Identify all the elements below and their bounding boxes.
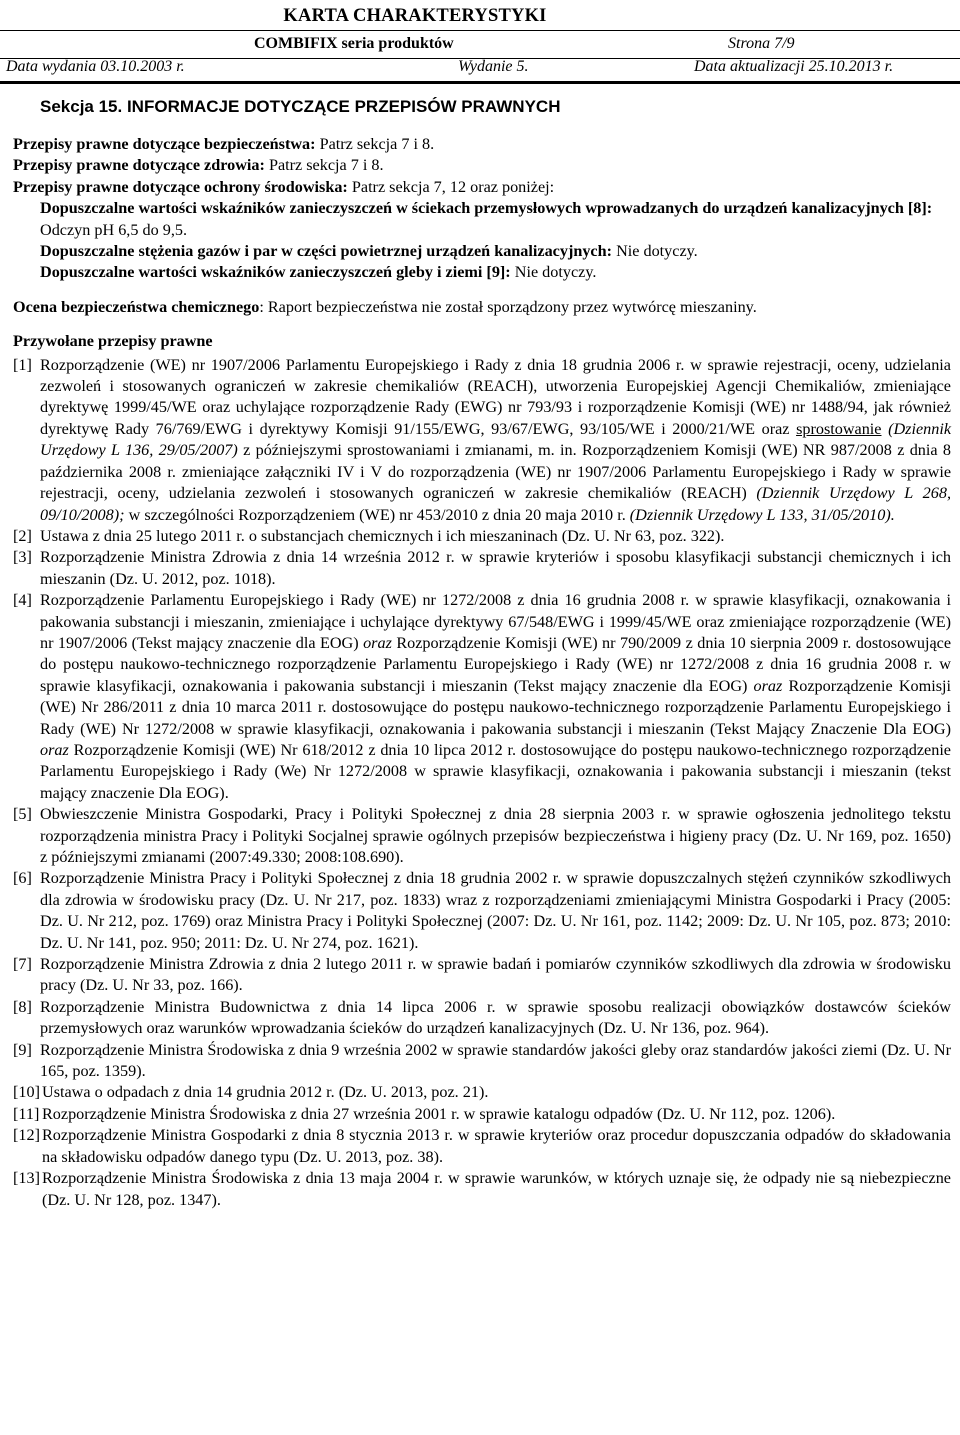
reference-text-part: z późniejszymi sprostowaniami i zmianami, m. in. Rozporządzeniem Komisji (WE) NR 987/2008 z dnia 8 października 2008 r. zmieniające załączniki IV i V do rozporządzenia (WE) nr 1907/2006 Parlamentu Europejskiego i Rady w sprawie rejestracji, oceny, udzielania zezwoleń i stosowanych ograniczeń w zakresie chemikaliów (REACH) xyxy=(40,441,951,503)
reference-number: [5] xyxy=(13,805,32,824)
update-date: Data aktualizacji 25.10.2013 r. xyxy=(694,58,894,75)
section-15-content xyxy=(13,96,951,1211)
environment-label: Przepisy prawne dotyczące ochrony środowiska: xyxy=(13,177,348,196)
section-title: Sekcja 15. INFORMACJE DOTYCZĄCE PRZEPISÓW PRAWNYCH xyxy=(40,97,561,116)
page-header xyxy=(0,0,960,86)
reference-item xyxy=(13,868,951,954)
corrigendum-link[interactable]: sprostowanie xyxy=(796,419,882,438)
reference-number: [9] xyxy=(13,1040,32,1059)
soil-limits xyxy=(13,262,951,283)
reference-text xyxy=(40,590,951,804)
reference-item xyxy=(13,526,951,547)
reference-item xyxy=(13,547,951,590)
reference-item xyxy=(13,590,951,804)
reference-text: Obwieszczenie Ministra Gospodarki, Pracy i Polityki Społecznej z dnia 28 sierpnia 2003 r. w sprawie ogłoszenia jednolitego tekstu rozporządzenia ministra Pracy i Polityki Socjalnej sprawie ogólnych przepisów bezpieczeństwa i higieny pracy (Dz. U. Nr 169, poz. 1650) z późniejszymi zmianami (2007:49.330; 2008:108.690). xyxy=(40,805,951,866)
reference-text-part: Rozporządzenie Komisji (WE) nr 790/2009 z dnia 10 sierpnia 2009 r. dostosowujące do postępu naukowo-technicznego rozporządzenie Parlamentu Europejskiego i Rady (WE) nr 1272/2008 z dnia 16 grudnia 2008 r. w sprawie klasyfikacji, oznakowania i pakowania substancji i mieszanin (Tekst mający znaczenie dla EOG) xyxy=(40,633,951,695)
reference-text-part: w szczególności Rozporządzeniem (WE) nr 453/2010 z dnia 20 maja 2010 r. xyxy=(124,505,630,524)
reference-item xyxy=(13,1040,951,1083)
reference-text: Rozporządzenie Ministra Środowiska z dnia 27 września 2001 r. w sprawie katalogu odpadów (Dz. U. Nr 112, poz. 1206). xyxy=(42,1104,836,1123)
reference-text-part: oraz xyxy=(363,633,392,652)
reference-item xyxy=(13,1082,951,1103)
reference-item xyxy=(13,355,951,526)
edition-number: Wydanie 5. xyxy=(458,58,529,75)
reference-number: [12] xyxy=(13,1126,40,1145)
gas-limits-value: Nie dotyczy. xyxy=(616,242,698,261)
environment-regulations xyxy=(13,177,951,198)
reference-number: [8] xyxy=(13,997,32,1016)
reference-text: Rozporządzenie Ministra Środowiska z dnia 13 maja 2004 r. w sprawie warunków, w których uznaje się, że odpady nie są niebezpieczne (Dz. U. Nr 128, poz. 1347). xyxy=(42,1169,951,1209)
reference-item xyxy=(13,804,951,868)
reference-number: [3] xyxy=(13,548,32,567)
reference-text-part: Rozporządzenie Komisji (WE) Nr 618/2012 z dnia 10 lipca 2012 r. dostosowujące do postępu naukowo-technicznego rozporządzenie Parlamentu Europejskiego i Rady (We) Nr 1272/2008 w sprawie klasyfikacji, oznakowania i pakowania substancji i mieszanin (tekst mający znaczenie Dla EOG). xyxy=(40,740,951,802)
safety-regulations xyxy=(13,134,951,155)
environment-value: Patrz sekcja 7, 12 oraz poniżej: xyxy=(351,177,555,196)
header-bottom-rule xyxy=(0,81,960,84)
reference-text-part: (Dziennik Urzędowy L 268, 09/10/2008); xyxy=(40,484,951,524)
reference-number: [11] xyxy=(13,1104,40,1123)
reference-text: Rozporządzenie Ministra Budownictwa z dnia 14 lipca 2006 r. w sprawie sposobu realizacji obowiązków dostawców ścieków przemysłowych oraz warunków wprowadzania ścieków do urządzeń kanalizacyjnych (Dz. U. Nr 136, poz. 964). xyxy=(40,997,951,1038)
assessment-value: : Raport bezpieczeństwa nie został sporządzony przez wytwórcę mieszaniny. xyxy=(259,297,757,316)
references-list xyxy=(13,355,951,1211)
reference-number: [13] xyxy=(13,1169,40,1188)
health-label: Przepisy prawne dotyczące zdrowia: xyxy=(13,156,265,175)
chemical-safety-assessment xyxy=(13,297,951,318)
references-title: Przywołane przepisy prawne xyxy=(13,332,213,351)
safety-value: Patrz sekcja 7 i 8. xyxy=(319,135,435,153)
page-number: Strona 7/9 xyxy=(728,35,795,52)
reference-number: [1] xyxy=(13,355,32,374)
gas-limits xyxy=(13,241,951,262)
reference-number: [7] xyxy=(13,955,32,974)
reference-number: [4] xyxy=(13,591,32,610)
reference-text: Rozporządzenie Ministra Zdrowia z dnia 2 lutego 2011 r. w sprawie badań i pomiarów czynników szkodliwych dla zdrowia w środowisku pracy (Dz. U. Nr 33, poz. 166). xyxy=(40,955,951,995)
document-title: KARTA CHARAKTERYSTYKI xyxy=(283,6,547,26)
header-dates-row xyxy=(0,58,960,82)
assessment-label: Ocena bezpieczeństwa chemicznego xyxy=(13,297,260,316)
gas-limits-label: Dopuszczalne stężenia gazów i par w części powietrznej urządzeń kanalizacyjnych: xyxy=(40,242,613,261)
reference-text-part: Rozporządzenie Parlamentu Europejskiego i Rady (WE) nr 1272/2008 z dnia 16 grudnia 2008 r. w sprawie klasyfikacji, oznakowania i pakowania substancji i mieszanin, zmieniające i uchylające dyrektywy 67/548/EWG i 1999/45/WE oraz zmieniające rozporządzenie (WE) nr 1907/2006 (Tekst mający znaczenie dla EOG) xyxy=(40,591,951,652)
reference-text-part: (Dziennik Urzędowy L 133, 31/05/2010). xyxy=(629,505,895,524)
reference-item xyxy=(13,1104,951,1125)
header-divider xyxy=(0,30,960,31)
soil-limits-value: Nie dotyczy. xyxy=(514,263,597,282)
header-series-row xyxy=(0,35,960,59)
reference-item xyxy=(13,954,951,997)
reference-item xyxy=(13,1168,951,1211)
health-value: Patrz sekcja 7 i 8. xyxy=(268,156,384,175)
reference-text: Rozporządzenie Ministra Gospodarki z dnia 8 stycznia 2013 r. w sprawie kryteriów oraz procedur dopuszczania odpadów do składowania na składowisku odpadów danego typu (Dz. U. 2013, poz. 38). xyxy=(42,1126,951,1166)
sewage-limits-label: Dopuszczalne wartości wskaźników zanieczyszczeń w ściekach przemysłowych wprowadzanych do urządzeń kanalizacyjnych [8]: xyxy=(40,199,933,218)
reference-text-part: Rozporządzenie Komisji (WE) Nr 286/2011 z dnia 10 marca 2011 r. dostosowujące do postępu naukowo-technicznego rozporządzenie Parlamentu Europejskiego i Rady (WE) Nr 1272/2008 w sprawie klasyfikacji, oznakowania i pakowania substancji i mieszanin (Tekst Mający Znaczenie Dla EOG) xyxy=(40,676,951,738)
product-series: COMBIFIX seria produktów xyxy=(254,35,454,52)
reference-text: Rozporządzenie Ministra Środowiska z dnia 9 września 2002 w sprawie standardów jakości gleby oraz standardów jakości ziemi (Dz. U. Nr 165, poz. 1359). xyxy=(40,1040,951,1081)
reference-text: Ustawa z dnia 25 lutego 2011 r. o substancjach chemicznych i ich mieszaninach (Dz. U. Nr 63, poz. 322). xyxy=(40,526,725,545)
reference-text xyxy=(40,355,951,526)
sewage-limits-value: Odczyn pH 6,5 do 9,5. xyxy=(40,220,188,239)
reference-number: [10] xyxy=(13,1083,40,1102)
reference-text: Ustawa o odpadach z dnia 14 grudnia 2012 r. (Dz. U. 2013, poz. 21). xyxy=(42,1083,489,1102)
reference-text-part: oraz xyxy=(40,740,69,759)
reference-text: Rozporządzenie Ministra Zdrowia z dnia 14 września 2012 r. w sprawie kryteriów i sposobu klasyfikacji substancji chemicznych i ich mieszanin (Dz. U. 2012, poz. 1018). xyxy=(40,548,951,588)
reference-number: [2] xyxy=(13,526,32,545)
reference-item xyxy=(13,997,951,1040)
soil-limits-label: Dopuszczalne wartości wskaźników zanieczyszczeń gleby i ziemi [9]: xyxy=(40,263,511,282)
reference-text-part: (Dziennik Urzędowy L 136, 29/05/2007) xyxy=(40,419,952,460)
issue-date: Data wydania 03.10.2003 r. xyxy=(6,58,185,75)
reference-text: Rozporządzenie Ministra Pracy i Polityki Społecznej z dnia 18 grudnia 2002 r. w sprawie dopuszczalnych stężeń czynników szkodliwych dla zdrowia w środowisku pracy (Dz. U. Nr 217, poz. 1833) wraz z rozporządzeniami zmieniającymi Ministra Gospodarki i Pracy (2005: Dz. U. Nr 212, poz. 1769) oraz Ministra Pracy i Polityki Społecznej (2007: Dz. U. Nr 161, poz. 1142; 2009: Dz. U. Nr 105, poz. 873; 2010: Dz. U. Nr 141, poz. 950; 2011: Dz. U. Nr 274, poz. 1621). xyxy=(40,869,951,952)
reference-number: [6] xyxy=(13,869,32,888)
reference-text-part: Rozporządzenie (WE) nr 1907/2006 Parlamentu Europejskiego i Rady z dnia 18 grudnia 2006 r. w sprawie rejestracji, oceny, udzielania zezwoleń i stosowanych ograniczeń w zakresie chemikaliów (REACH), utworzenia Europejskiej Agencji Chemikaliów, zmieniające dyrektywę 1999/45/WE oraz uchylające rozporządzenie Rady (EWG) nr 793/93 i rozporządzenie Komisji (WE) nr 1488/94, jak również dyrektywę Rady 76/769/EWG i dyrektywy Komisji 91/155/EWG, 93/67/EWG, 93/105/WE i 2000/21/WE oraz xyxy=(40,355,951,438)
safety-label: Przepisy prawne dotyczące bezpieczeństwa: xyxy=(13,135,316,153)
health-regulations xyxy=(13,155,951,176)
reference-text-part: oraz xyxy=(753,676,783,695)
reference-item xyxy=(13,1125,951,1168)
